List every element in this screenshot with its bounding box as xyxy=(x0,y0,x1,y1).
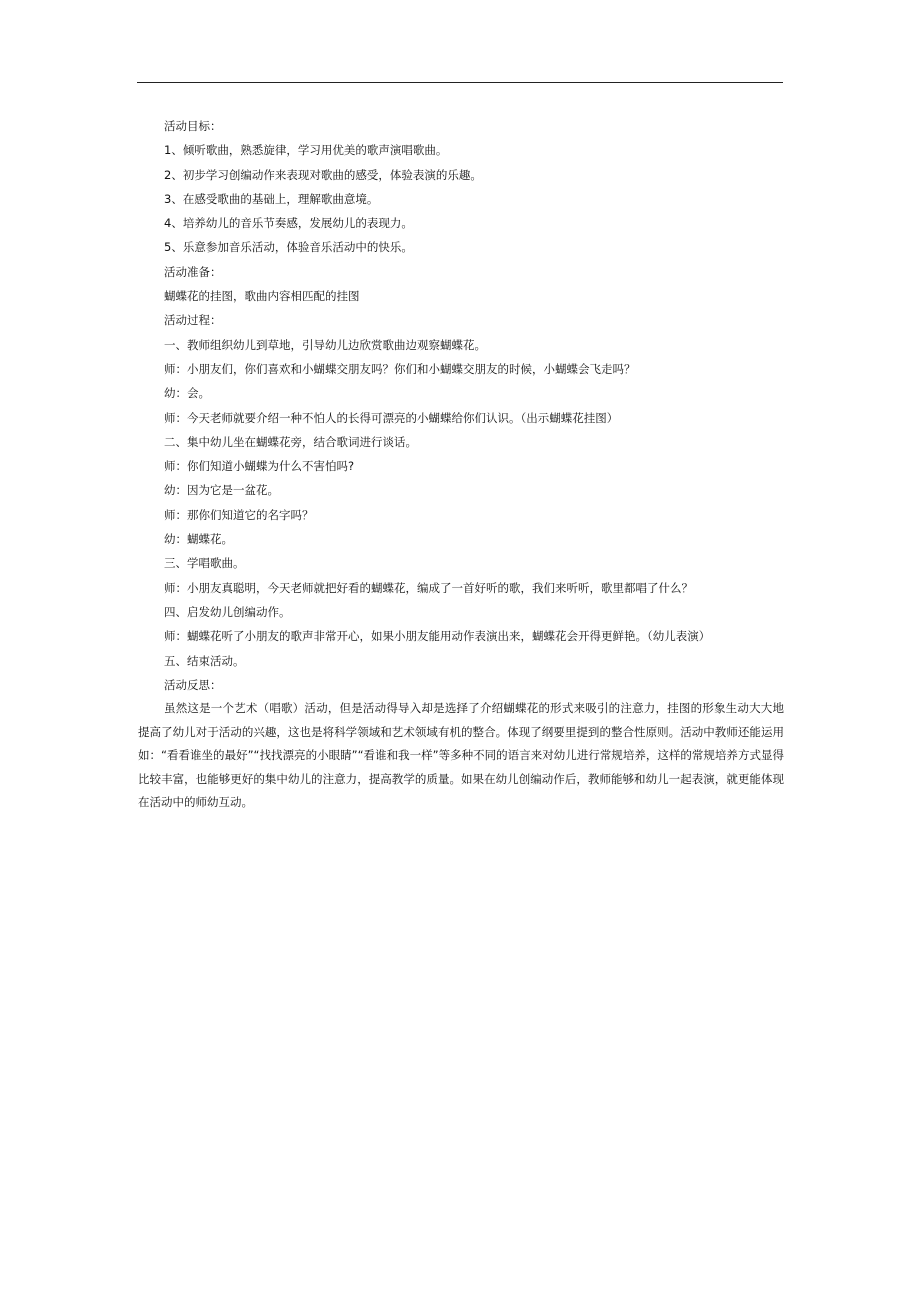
goal-item: 2、初步学习创编动作来表现对歌曲的感受，体验表演的乐趣。 xyxy=(164,167,482,182)
goal-item: 3、在感受歌曲的基础上，理解歌曲意境。 xyxy=(164,191,379,206)
process-step: 二、集中幼儿坐在蝴蝶花旁，结合歌词进行谈话。 xyxy=(164,434,417,449)
dialogue-line: 师：小朋友真聪明，今天老师就把好看的蝴蝶花，编成了一首好听的歌，我们来听听，歌里都唱了什么？ xyxy=(164,580,693,595)
goal-item: 5、乐意参加音乐活动，体验音乐活动中的快乐。 xyxy=(164,240,413,255)
section-heading-reflection: 活动反思： xyxy=(164,677,222,692)
process-step: 四、启发幼儿创编动作。 xyxy=(164,604,291,619)
section-heading-process: 活动过程： xyxy=(164,313,222,328)
goal-item: 1、倾听歌曲，熟悉旋律，学习用优美的歌声演唱歌曲。 xyxy=(164,143,448,158)
document-body xyxy=(138,114,784,815)
dialogue-line: 师：那你们知道它的名字吗？ xyxy=(164,507,314,522)
dialogue-line: 师：你们知道小蝴蝶为什么不害怕吗? xyxy=(164,459,355,474)
dialogue-line: 幼：因为它是一盆花。 xyxy=(164,483,279,498)
dialogue-line: 幼：会。 xyxy=(164,386,210,401)
dialogue-line: 师：今天老师就要介绍一种不怕人的长得可漂亮的小蝴蝶给你们认识。（出示蝴蝶花挂图） xyxy=(164,410,619,425)
dialogue-line: 幼：蝴蝶花。 xyxy=(164,532,233,547)
header-rule xyxy=(137,82,783,83)
reflection-paragraph: 虽然这是一个艺术（唱歌）活动，但是活动得导入却是选择了介绍蝴蝶花的形式来吸引的注意力，挂图的形象生动大大地提高了幼儿对于活动的兴趣，这也是将科学领域和艺术领域有机的整合。体现了纲要里提到的整合性原则。活动中教师还能运用如：“看看谁坐的最好”“找找漂亮的小眼睛”“看谁和我一样”等多种不同的语言来对幼儿进行常规培养，这样的常规培养方式显得比较丰富，也能够更好的集中幼儿的注意力，提高教学的质量。如果在幼儿创编动作后，教师能够和幼儿一起表演，就更能体现在活动中的师幼互动。 xyxy=(138,701,784,810)
dialogue-line: 师：蝴蝶花听了小朋友的歌声非常开心，如果小朋友能用动作表演出来，蝴蝶花会开得更鲜艳。（幼儿表演） xyxy=(164,629,711,644)
section-heading-preparation: 活动准备： xyxy=(164,264,222,279)
process-step: 五、结束活动。 xyxy=(164,653,245,668)
goal-item: 4、培养幼儿的音乐节奏感，发展幼儿的表现力。 xyxy=(164,216,413,231)
process-step: 三、学唱歌曲。 xyxy=(164,556,245,571)
preparation-text: 蝴蝶花的挂图，歌曲内容相匹配的挂图 xyxy=(164,289,360,304)
section-heading-goals: 活动目标： xyxy=(164,119,222,133)
process-step: 一、教师组织幼儿到草地，引导幼儿边欣赏歌曲边观察蝴蝶花。 xyxy=(164,337,486,352)
dialogue-line: 师：小朋友们，你们喜欢和小蝴蝶交朋友吗？你们和小蝴蝶交朋友的时候，小蝴蝶会飞走吗？ xyxy=(164,361,636,376)
